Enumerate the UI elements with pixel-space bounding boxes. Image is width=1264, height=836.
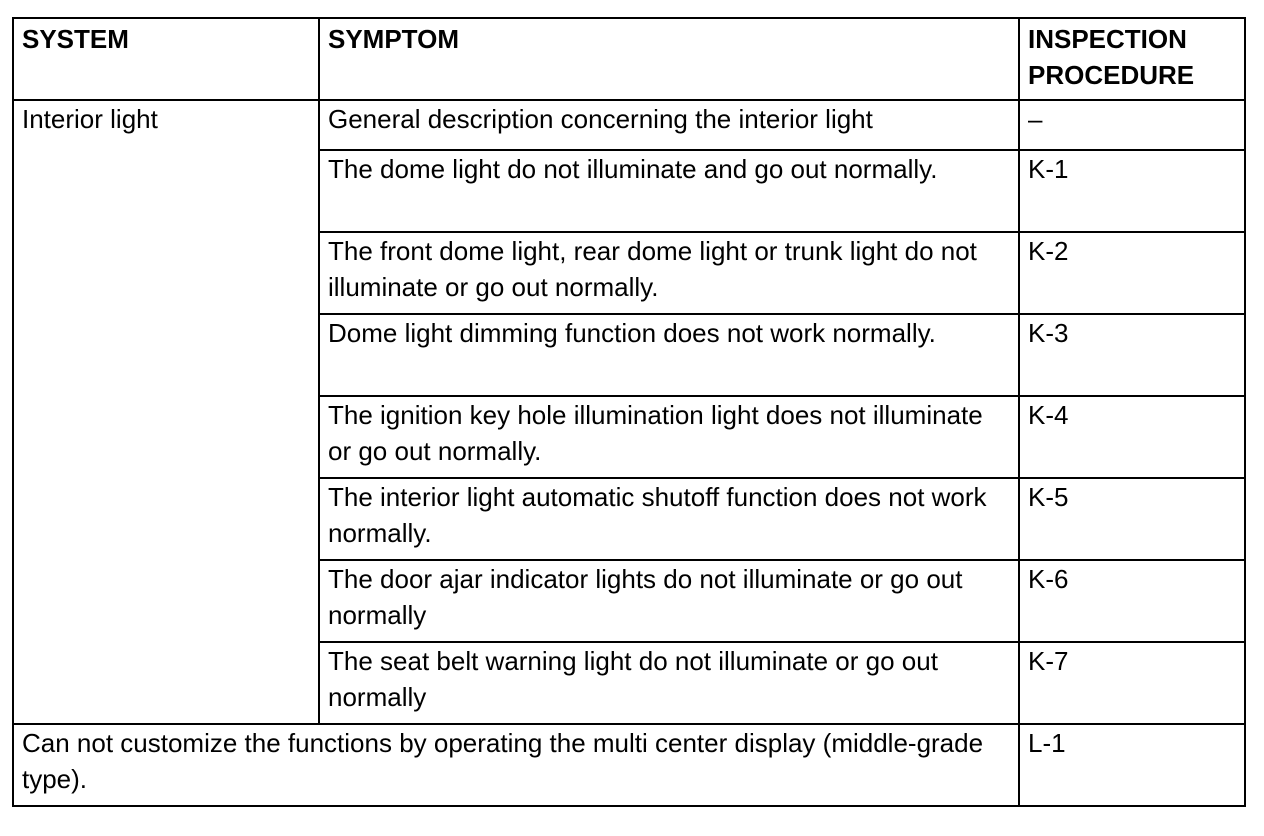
table-row bbox=[13, 724, 1245, 806]
symptom-cell: The dome light do not illuminate and go out normally. bbox=[319, 150, 1019, 232]
procedure-cell: K-4 bbox=[1019, 396, 1245, 478]
symptom-cell: The door ajar indicator lights do not illuminate or go out normally bbox=[319, 560, 1019, 642]
procedure-cell: K-1 bbox=[1019, 150, 1245, 232]
symptom-cell: Dome light dimming function does not work normally. bbox=[319, 314, 1019, 396]
symptom-cell: The seat belt warning light do not illuminate or go out normally bbox=[319, 642, 1019, 724]
header-symptom: SYMPTOM bbox=[319, 18, 1019, 100]
procedure-cell: K-2 bbox=[1019, 232, 1245, 314]
procedure-cell: K-7 bbox=[1019, 642, 1245, 724]
header-inspection-procedure: INSPECTION PROCEDURE bbox=[1019, 18, 1245, 100]
inspection-table bbox=[12, 17, 1246, 807]
procedure-cell: – bbox=[1019, 100, 1245, 150]
symptom-cell-wide: Can not customize the functions by operating the multi center display (middle-grade type). bbox=[13, 724, 1019, 806]
procedure-cell: K-6 bbox=[1019, 560, 1245, 642]
header-system: SYSTEM bbox=[13, 18, 319, 100]
procedure-cell: K-5 bbox=[1019, 478, 1245, 560]
header-row bbox=[13, 18, 1245, 100]
symptom-cell: The front dome light, rear dome light or trunk light do not illuminate or go out normally. bbox=[319, 232, 1019, 314]
system-interior-light: Interior light bbox=[13, 100, 319, 724]
procedure-cell: L-1 bbox=[1019, 724, 1245, 806]
symptom-cell: The interior light automatic shutoff function does not work normally. bbox=[319, 478, 1019, 560]
procedure-cell: K-3 bbox=[1019, 314, 1245, 396]
symptom-cell: The ignition key hole illumination light does not illuminate or go out normally. bbox=[319, 396, 1019, 478]
table-row bbox=[13, 100, 1245, 150]
symptom-cell: General description concerning the interior light bbox=[319, 100, 1019, 150]
